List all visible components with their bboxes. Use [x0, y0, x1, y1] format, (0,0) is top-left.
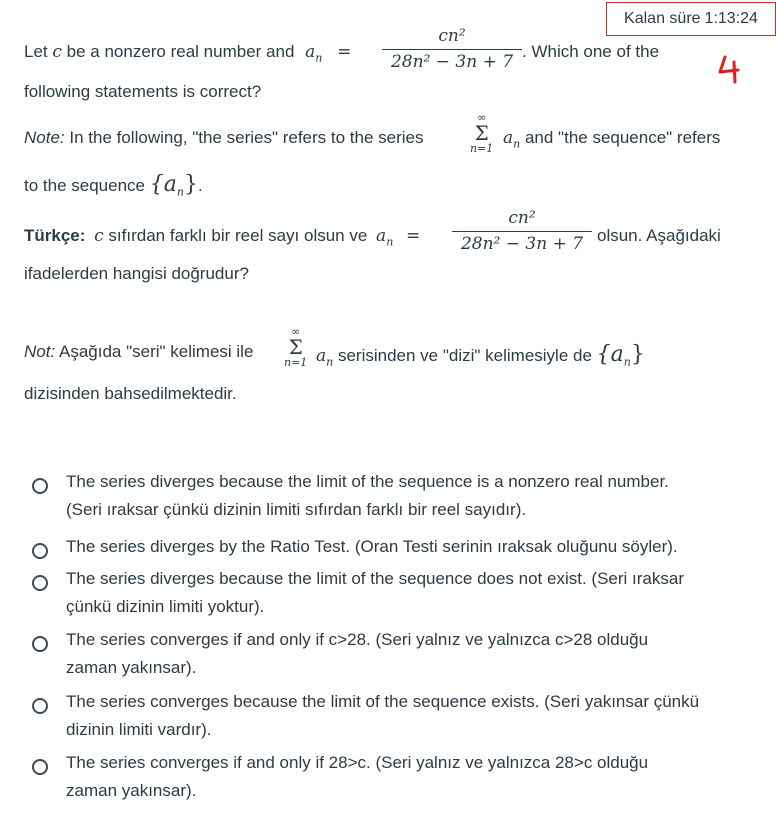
- radio-button[interactable]: [32, 636, 48, 652]
- note-en-line1-end: $a_n$ and "the sequence" refers: [503, 128, 721, 151]
- radio-button[interactable]: [32, 698, 48, 714]
- sigma-icon: ∞ Σ n=1: [470, 111, 494, 155]
- note-tr-line1-end: $a_n$ serisinden ve "dizi" kelimesiyle de $\{a_n\}$: [316, 342, 645, 369]
- note-tr-line2: dizisinden bahsedilmektedir.: [24, 384, 237, 403]
- quiz-question-page: Kalan süre 1:13:24 Let c be a nonzero real number and $a_n$ = cn² 28n² − 3n + 7 . Which one of the following statements is correct? Note: In the following, "the series" refers to the series ∞ Σ n=1 $a_n$ and "the sequence" refers to the sequence $\{a_n\}$. Türkçe: c sıfırdan farklı bir reel sayı olsun ve $a_n$ = cn² 28n² − 3n + 7 olsun. Aşağıdaki ifadelerden hangisi doğrudur? Not: Aşağıda "seri" kelimesi ile ∞ Σ n=1 $a_n$ serisinden ve "dizi" kelimesiyle de $\{a_n\}$ dizisinden bahsedilmektedir. The series diverges because the limit of the sequence is a nonzero real number. (Seri ıraksar çünkü dizinin limiti sıfırdan farklı bir reel sayıdır). The series diverges by the Ratio Test. (Oran Testi serinin ıraksak oluğunu söyler). The series diverges because the limit of the sequence does not exist. (Seri ıraksar çünkü dizinin limiti yoktur). The series converges if and only if c>28. (Seri yalnız ve yalnızca c>28 olduğu zaman yakınsar). The series converges because the limit of the sequence exists. (Seri yakınsar çünkü dizinin limiti vardır). The series converges if and only if 28>c. (Seri yalnız ve yalnızca 28>c olduğu zaman yakınsar).: [0, 0, 776, 828]
- question-en-fraction: cn² 28n² − 3n + 7: [382, 26, 522, 72]
- note-tr-line1: Not: Aşağıda "seri" kelimesi ile: [24, 342, 254, 361]
- radio-button[interactable]: [32, 759, 48, 775]
- question-tr-line2: ifadelerden hangisi doğrudur?: [24, 264, 249, 283]
- note-en-line2: to the sequence $\{a_n\}$.: [24, 172, 203, 199]
- question-en-line1-end: . Which one of the: [522, 42, 660, 61]
- timer-value: 1:13:24: [704, 10, 758, 27]
- question-tr-fraction: cn² 28n² − 3n + 7: [452, 208, 592, 254]
- handwritten-four-mark: [716, 54, 742, 84]
- note-en-line1: Note: In the following, "the series" refers to the series: [24, 128, 424, 147]
- question-tr-line1: Türkçe: c sıfırdan farklı bir reel sayı olsun ve $a_n$ =: [24, 226, 421, 249]
- radio-button[interactable]: [32, 543, 48, 559]
- timer-label: Kalan süre: [624, 10, 701, 27]
- question-en-line1: Let c be a nonzero real number and $a_n$ =: [24, 42, 352, 65]
- question-tr-line1-end: olsun. Aşağıdaki: [597, 226, 721, 245]
- radio-button[interactable]: [32, 478, 48, 494]
- sigma-icon: ∞ Σ n=1: [284, 325, 308, 369]
- radio-button[interactable]: [32, 575, 48, 591]
- time-remaining: [606, 2, 776, 36]
- question-en-line2: following statements is correct?: [24, 82, 262, 101]
